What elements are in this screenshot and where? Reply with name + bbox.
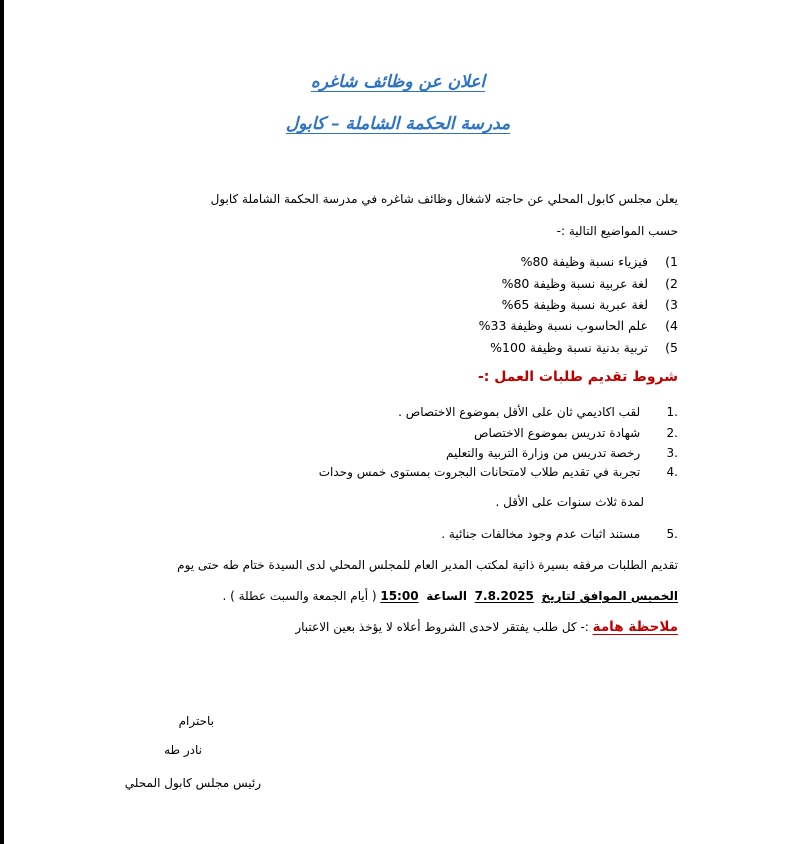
conditions-heading: شروط تقديم طلبات العمل :- bbox=[477, 369, 678, 385]
condition-item-2 bbox=[474, 425, 678, 441]
condition-number: .4 bbox=[666, 465, 678, 479]
condition-text: تجربة في تقديم طلاب لامتحانات البجروت بمستوى خمس وحدات bbox=[318, 465, 641, 479]
deadline-date: 7.8.2025 bbox=[474, 589, 534, 603]
subject-text: تربية بدنية نسبة وظيفة 100% bbox=[490, 340, 649, 355]
condition-number: .3 bbox=[666, 446, 678, 460]
intro-line-2: حسب المواضيع التالية :- bbox=[556, 224, 678, 238]
condition-text: رخصة تدريس من وزارة التربية والتعليم bbox=[446, 446, 641, 460]
title-line-1: اعلان عن وظائف شاغره bbox=[310, 72, 486, 92]
subject-number: 2) bbox=[665, 276, 678, 291]
condition-number: .2 bbox=[666, 426, 678, 440]
subject-text: علم الحاسوب نسبة وظيفة 33% bbox=[478, 318, 649, 333]
subject-text: لغة عربية نسبة وظيفة 80% bbox=[501, 276, 649, 291]
intro-line-1: يعلن مجلس كابول المحلي عن حاجته لاشغال وظائف شاغره في مدرسة الحكمة الشاملة كابول bbox=[210, 192, 678, 206]
deadline-time: 15:00 bbox=[380, 589, 419, 603]
important-note bbox=[295, 619, 678, 635]
deadline-line bbox=[223, 588, 679, 604]
signer-name: نادر طه bbox=[164, 743, 202, 757]
subject-item-2 bbox=[502, 276, 678, 292]
important-note-label: ملاحظة هامة bbox=[592, 619, 678, 635]
subject-item-4 bbox=[479, 318, 678, 334]
submission-line: تقديم الطلبات مرفقه بسيرة ذاتية لمكتب المدير العام للمجلس المحلي لدى السيدة ختام طه حتى يوم bbox=[177, 558, 678, 572]
condition-number: .5 bbox=[666, 527, 678, 541]
condition-item-1 bbox=[398, 404, 678, 420]
condition-item-4 bbox=[319, 464, 678, 480]
deadline-time-label: الساعة bbox=[426, 589, 468, 603]
condition-text: شهادة تدريس بموضوع الاختصاص bbox=[473, 426, 641, 440]
title-line-2: مدرسة الحكمة الشاملة – كابول bbox=[285, 114, 511, 134]
condition-4-continuation: لمدة ثلاث سنوات على الأقل . bbox=[495, 495, 644, 509]
subject-number: 3) bbox=[665, 297, 678, 312]
condition-number: .1 bbox=[666, 405, 678, 419]
subject-item-1 bbox=[521, 254, 678, 270]
subject-number: 4) bbox=[665, 318, 678, 333]
signer-title: رئيس مجلس كابول المحلي bbox=[124, 776, 261, 790]
condition-text: مستند اثبات عدم وجود مخالفات جنائية . bbox=[441, 527, 641, 541]
subject-item-5 bbox=[490, 340, 678, 356]
deadline-day-label: الخميس الموافق لتاريخ bbox=[541, 589, 678, 603]
closing-regards: باحترام bbox=[178, 714, 214, 728]
subject-number: 1) bbox=[665, 254, 678, 269]
condition-item-3 bbox=[446, 445, 678, 461]
important-note-text: :- كل طلب يفتقر لاحدى الشروط أعلاه لا يؤخذ بعين الاعتبار bbox=[295, 620, 589, 634]
subject-text: لغة عبرية نسبة وظيفة 65% bbox=[501, 297, 649, 312]
subject-text: فيزياء نسبة وظيفة 80% bbox=[520, 254, 649, 269]
condition-text: لقب اكاديمي ثان على الأقل بموضوع الاختصاص . bbox=[398, 405, 641, 419]
deadline-note: ( أيام الجمعة والسبت عطلة ) . bbox=[222, 589, 377, 603]
subject-number: 5) bbox=[665, 340, 678, 355]
condition-item-5 bbox=[441, 526, 678, 542]
subject-item-3 bbox=[502, 297, 678, 313]
